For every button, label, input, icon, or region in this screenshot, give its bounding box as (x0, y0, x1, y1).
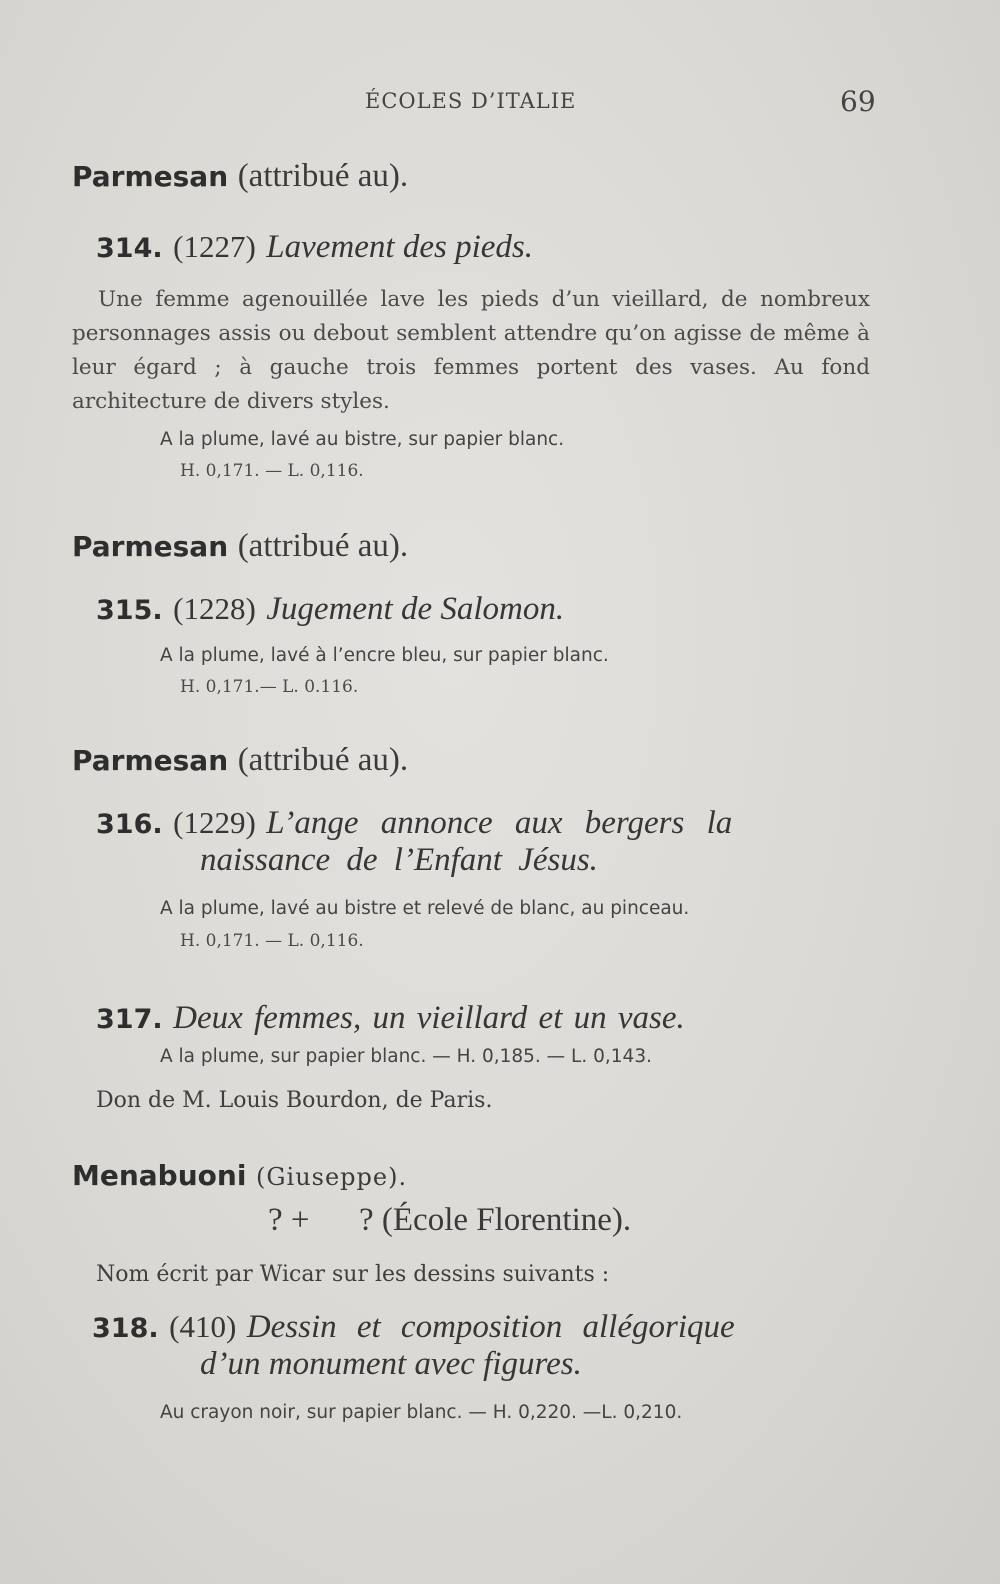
entry-314-technique: A la plume, lavé au bistre, sur papier blanc. (160, 429, 565, 450)
entry-title: Jugement de Salomon. (266, 591, 565, 627)
inventory-number: (1227) (173, 229, 256, 264)
inventory-number: (410) (169, 1309, 237, 1344)
artist-note: Nom écrit par Wicar sur les dessins suivants : (96, 1262, 610, 1287)
entry-title: Deux femmes, un vieillard et un vase. (173, 1000, 685, 1036)
artist-name: Menabuoni (72, 1159, 247, 1192)
entry-number: 316. (96, 809, 163, 840)
artist-qualifier: (attribué au). (237, 528, 409, 564)
artist-name: Parmesan (72, 530, 229, 563)
entry-314-description: Une femme agenouillée lave les pieds d’un vieillard, de nombreux personnages assis ou debout semblent attendre qu’on agisse de même à leur égard ; à gauche trois femmes portent des vases. Au fond architecture de divers styles. (72, 287, 870, 414)
entry-316-title-line-2: naissance de l’Enfant Jésus. (200, 842, 598, 878)
entry-title-line-1: Dessin et composition allégorique (246, 1309, 735, 1345)
artist-name: Parmesan (72, 744, 229, 777)
artist-dates-school: ? + ? (École Florentine). (268, 1202, 632, 1238)
entry-number: 317. (96, 1004, 163, 1035)
entry-title-line-1: L’ange annonce aux bergers la (266, 805, 733, 841)
entry-318-title-line-2: d’un monument avec figures. (200, 1346, 582, 1382)
entry-315-dimensions: H. 0,171.— L. 0.116. (180, 677, 359, 697)
entry-number: 314. (96, 233, 163, 264)
artist-first-name: (Giuseppe). (255, 1163, 408, 1191)
entry-316-technique: A la plume, lavé au bistre et relevé de blanc, au pinceau. (160, 898, 690, 919)
entry-318-technique: Au crayon noir, sur papier blanc. — H. 0,220. —L. 0,210. (160, 1402, 683, 1423)
entry-314-dimensions: H. 0,171. — L. 0,116. (180, 461, 364, 481)
entry-number: 315. (96, 595, 163, 626)
page-number: 69 (840, 85, 876, 118)
entry-314-heading (96, 226, 533, 266)
artist-qualifier: (attribué au). (237, 742, 409, 778)
entry-317-heading (96, 997, 685, 1037)
entry-315-technique: A la plume, lavé à l’encre bleu, sur papier blanc. (160, 645, 609, 666)
inventory-number: (1229) (173, 805, 256, 840)
running-title: ÉCOLES D’ITALIE (365, 89, 577, 113)
artist-heading-parmesan-2 (72, 528, 408, 565)
entry-number: 318. (92, 1313, 159, 1344)
artist-heading-parmesan-3 (72, 742, 408, 779)
entry-316-dimensions: H. 0,171. — L. 0,116. (180, 931, 364, 951)
running-header (0, 85, 1000, 125)
entry-317-provenance: Don de M. Louis Bourdon, de Paris. (96, 1088, 493, 1113)
entry-317-technique: A la plume, sur papier blanc. — H. 0,185. — L. 0,143. (160, 1046, 652, 1067)
entry-318-heading (92, 1306, 735, 1346)
artist-heading-menabuoni (72, 1158, 407, 1193)
artist-heading-parmesan-1 (72, 158, 408, 195)
inventory-number: (1228) (173, 591, 256, 626)
entry-title: Lavement des pieds. (266, 229, 533, 265)
artist-qualifier: (attribué au). (237, 158, 409, 194)
entry-315-heading (96, 588, 564, 628)
artist-name: Parmesan (72, 160, 229, 193)
entry-316-heading (96, 802, 732, 842)
